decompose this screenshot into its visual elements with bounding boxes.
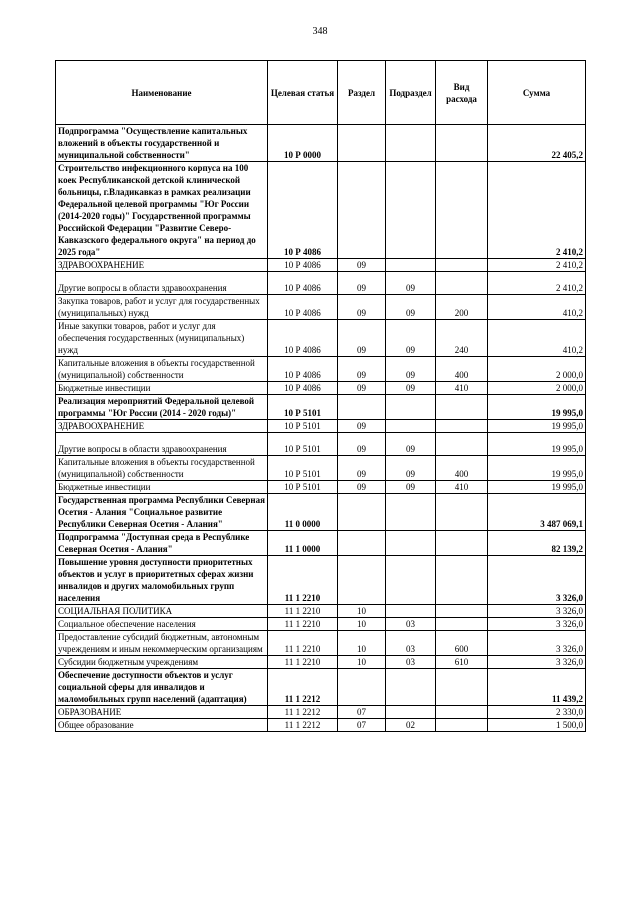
cell-amount: 82 139,2	[488, 531, 586, 556]
cell-expense-type: 240	[436, 320, 488, 357]
cell-section: 09	[338, 272, 386, 295]
cell-amount: 11 439,2	[488, 669, 586, 706]
cell-amount: 2 410,2	[488, 272, 586, 295]
cell-name: Другие вопросы в области здравоохранения	[56, 272, 268, 295]
cell-expense-type: 610	[436, 656, 488, 669]
cell-section: 07	[338, 719, 386, 732]
budget-table	[55, 60, 586, 732]
cell-amount: 22 405,2	[488, 125, 586, 162]
cell-subsection	[386, 125, 436, 162]
table-row	[56, 656, 586, 669]
cell-expense-type	[436, 719, 488, 732]
cell-subsection	[386, 531, 436, 556]
cell-expense-type: 410	[436, 382, 488, 395]
cell-section	[338, 531, 386, 556]
table-row	[56, 556, 586, 605]
cell-section: 09	[338, 433, 386, 456]
cell-section	[338, 494, 386, 531]
cell-section: 09	[338, 320, 386, 357]
cell-name: Социальное обеспечение населения	[56, 618, 268, 631]
cell-article: 10 Р 5101	[268, 433, 338, 456]
cell-amount: 410,2	[488, 295, 586, 320]
cell-amount: 2 410,2	[488, 162, 586, 259]
cell-name: Другие вопросы в области здравоохранения	[56, 433, 268, 456]
header-name: Наименование	[56, 61, 268, 125]
cell-amount: 19 995,0	[488, 420, 586, 433]
cell-section: 10	[338, 631, 386, 656]
cell-section: 09	[338, 295, 386, 320]
cell-article: 11 1 2212	[268, 669, 338, 706]
cell-name: СОЦИАЛЬНАЯ ПОЛИТИКА	[56, 605, 268, 618]
cell-expense-type: 400	[436, 357, 488, 382]
cell-section	[338, 556, 386, 605]
cell-section: 10	[338, 618, 386, 631]
cell-section: 09	[338, 420, 386, 433]
table-row	[56, 669, 586, 706]
cell-article: 10 Р 4086	[268, 320, 338, 357]
cell-section: 10	[338, 605, 386, 618]
cell-amount: 19 995,0	[488, 456, 586, 481]
cell-name: Бюджетные инвестиции	[56, 382, 268, 395]
table-row	[56, 494, 586, 531]
page-number: 348	[312, 26, 328, 37]
cell-subsection: 09	[386, 456, 436, 481]
cell-section: 07	[338, 706, 386, 719]
cell-expense-type: 400	[436, 456, 488, 481]
cell-name: Государственная программа Республики Северная Осетия - Алания "Социальное развитие Республики Северная Осетия - Алания"	[56, 494, 268, 531]
cell-expense-type	[436, 618, 488, 631]
cell-name: ЗДРАВООХРАНЕНИЕ	[56, 420, 268, 433]
cell-name: ЗДРАВООХРАНЕНИЕ	[56, 259, 268, 272]
cell-subsection: 03	[386, 618, 436, 631]
cell-amount: 410,2	[488, 320, 586, 357]
cell-amount: 19 995,0	[488, 433, 586, 456]
cell-amount: 19 995,0	[488, 395, 586, 420]
table-row	[56, 125, 586, 162]
cell-subsection: 09	[386, 272, 436, 295]
cell-expense-type	[436, 669, 488, 706]
cell-amount: 3 487 069,1	[488, 494, 586, 531]
cell-subsection	[386, 494, 436, 531]
header-article: Целевая статья	[268, 61, 338, 125]
cell-section: 09	[338, 456, 386, 481]
cell-article: 10 Р 4086	[268, 382, 338, 395]
cell-article: 11 1 2210	[268, 631, 338, 656]
cell-expense-type	[436, 259, 488, 272]
table-row	[56, 433, 586, 456]
table-row	[56, 719, 586, 732]
cell-name: Повышение уровня доступности приоритетных объектов и услуг в приоритетных сферах жизни инвалидов и других маломобильных групп населения	[56, 556, 268, 605]
cell-amount: 2 000,0	[488, 357, 586, 382]
cell-subsection	[386, 706, 436, 719]
cell-expense-type	[436, 605, 488, 618]
cell-expense-type	[436, 125, 488, 162]
cell-article: 10 Р 4086	[268, 357, 338, 382]
table-row	[56, 420, 586, 433]
cell-article: 11 1 0000	[268, 531, 338, 556]
cell-amount: 2 330,0	[488, 706, 586, 719]
cell-article: 11 1 2212	[268, 706, 338, 719]
cell-section	[338, 125, 386, 162]
cell-article: 10 Р 5101	[268, 456, 338, 481]
cell-article: 11 1 2210	[268, 618, 338, 631]
cell-section	[338, 669, 386, 706]
table-body	[56, 125, 586, 732]
table-row	[56, 357, 586, 382]
header-amount: Сумма	[488, 61, 586, 125]
table-row	[56, 162, 586, 259]
cell-article: 11 1 2210	[268, 605, 338, 618]
table-row	[56, 618, 586, 631]
cell-name: Подпрограмма "Осуществление капитальных вложений в объекты государственной и муниципальной собственности"	[56, 125, 268, 162]
cell-expense-type	[436, 433, 488, 456]
cell-subsection: 09	[386, 382, 436, 395]
table-header-row	[56, 61, 586, 125]
cell-expense-type	[436, 706, 488, 719]
cell-section: 09	[338, 259, 386, 272]
cell-section: 10	[338, 656, 386, 669]
table-row	[56, 706, 586, 719]
cell-subsection	[386, 259, 436, 272]
cell-subsection	[386, 420, 436, 433]
cell-name: Бюджетные инвестиции	[56, 481, 268, 494]
cell-section	[338, 395, 386, 420]
cell-subsection: 09	[386, 295, 436, 320]
cell-article: 10 Р 5101	[268, 481, 338, 494]
cell-name: Капитальные вложения в объекты государственной (муниципальной) собственности	[56, 456, 268, 481]
cell-subsection	[386, 162, 436, 259]
cell-article: 11 1 2210	[268, 656, 338, 669]
cell-name: Капитальные вложения в объекты государственной (муниципальной) собственности	[56, 357, 268, 382]
cell-expense-type	[436, 395, 488, 420]
cell-expense-type: 410	[436, 481, 488, 494]
cell-amount: 1 500,0	[488, 719, 586, 732]
cell-subsection: 09	[386, 320, 436, 357]
cell-amount: 3 326,0	[488, 656, 586, 669]
cell-name: ОБРАЗОВАНИЕ	[56, 706, 268, 719]
cell-amount: 3 326,0	[488, 556, 586, 605]
header-subsection: Подраздел	[386, 61, 436, 125]
cell-name: Предоставление субсидий бюджетным, автономным учреждениям и иным некоммерческим организациям	[56, 631, 268, 656]
cell-article: 11 1 2212	[268, 719, 338, 732]
cell-article: 10 Р 0000	[268, 125, 338, 162]
cell-section: 09	[338, 357, 386, 382]
cell-amount: 3 326,0	[488, 605, 586, 618]
cell-article: 10 Р 4086	[268, 162, 338, 259]
cell-expense-type	[436, 531, 488, 556]
cell-expense-type	[436, 162, 488, 259]
cell-subsection	[386, 395, 436, 420]
cell-expense-type	[436, 556, 488, 605]
header-expense-type: Вид расхода	[436, 61, 488, 125]
table-row	[56, 382, 586, 395]
cell-section: 09	[338, 382, 386, 395]
cell-article: 11 0 0000	[268, 494, 338, 531]
cell-expense-type	[436, 272, 488, 295]
cell-name: Реализация мероприятий Федеральной целевой программы "Юг России (2014 - 2020 годы)"	[56, 395, 268, 420]
table-row	[56, 272, 586, 295]
table-row	[56, 531, 586, 556]
cell-expense-type: 200	[436, 295, 488, 320]
cell-subsection: 09	[386, 357, 436, 382]
cell-article: 10 Р 5101	[268, 420, 338, 433]
cell-name: Иные закупки товаров, работ и услуг для обеспечения государственных (муниципальных) нужд	[56, 320, 268, 357]
cell-amount: 3 326,0	[488, 618, 586, 631]
cell-amount: 19 995,0	[488, 481, 586, 494]
cell-subsection: 03	[386, 656, 436, 669]
cell-subsection	[386, 556, 436, 605]
cell-name: Обеспечение доступности объектов и услуг социальной сферы для инвалидов и маломобильных групп населений (адаптация)	[56, 669, 268, 706]
cell-amount: 2 410,2	[488, 259, 586, 272]
cell-name: Субсидии бюджетным учреждениям	[56, 656, 268, 669]
cell-article: 10 Р 4086	[268, 259, 338, 272]
cell-amount: 3 326,0	[488, 631, 586, 656]
cell-subsection: 09	[386, 433, 436, 456]
cell-name: Закупка товаров, работ и услуг для государственных (муниципальных) нужд	[56, 295, 268, 320]
cell-name: Подпрограмма "Доступная среда в Республике Северная Осетия - Алания"	[56, 531, 268, 556]
cell-article: 10 Р 5101	[268, 395, 338, 420]
header-section: Раздел	[338, 61, 386, 125]
cell-expense-type: 600	[436, 631, 488, 656]
table-row	[56, 605, 586, 618]
cell-subsection	[386, 669, 436, 706]
table-row	[56, 631, 586, 656]
cell-amount: 2 000,0	[488, 382, 586, 395]
table-row	[56, 456, 586, 481]
cell-expense-type	[436, 420, 488, 433]
cell-name: Общее образование	[56, 719, 268, 732]
table-row	[56, 320, 586, 357]
cell-subsection: 09	[386, 481, 436, 494]
cell-article: 11 1 2210	[268, 556, 338, 605]
cell-section	[338, 162, 386, 259]
cell-expense-type	[436, 494, 488, 531]
table-row	[56, 481, 586, 494]
table-row	[56, 259, 586, 272]
cell-subsection: 02	[386, 719, 436, 732]
cell-subsection	[386, 605, 436, 618]
cell-name: Строительство инфекционного корпуса на 100 коек Республиканской детской клинической больницы, г.Владикавказ в рамках реализации Федеральной целевой программы "Юг России (2014-2020 годы)" Государственной программы Российской Федерации "Развитие Северо-Кавказского федерального округа" на период до 2025 года"	[56, 162, 268, 259]
cell-article: 10 Р 4086	[268, 295, 338, 320]
cell-section: 09	[338, 481, 386, 494]
cell-article: 10 Р 4086	[268, 272, 338, 295]
table-row	[56, 295, 586, 320]
table-row	[56, 395, 586, 420]
cell-subsection: 03	[386, 631, 436, 656]
